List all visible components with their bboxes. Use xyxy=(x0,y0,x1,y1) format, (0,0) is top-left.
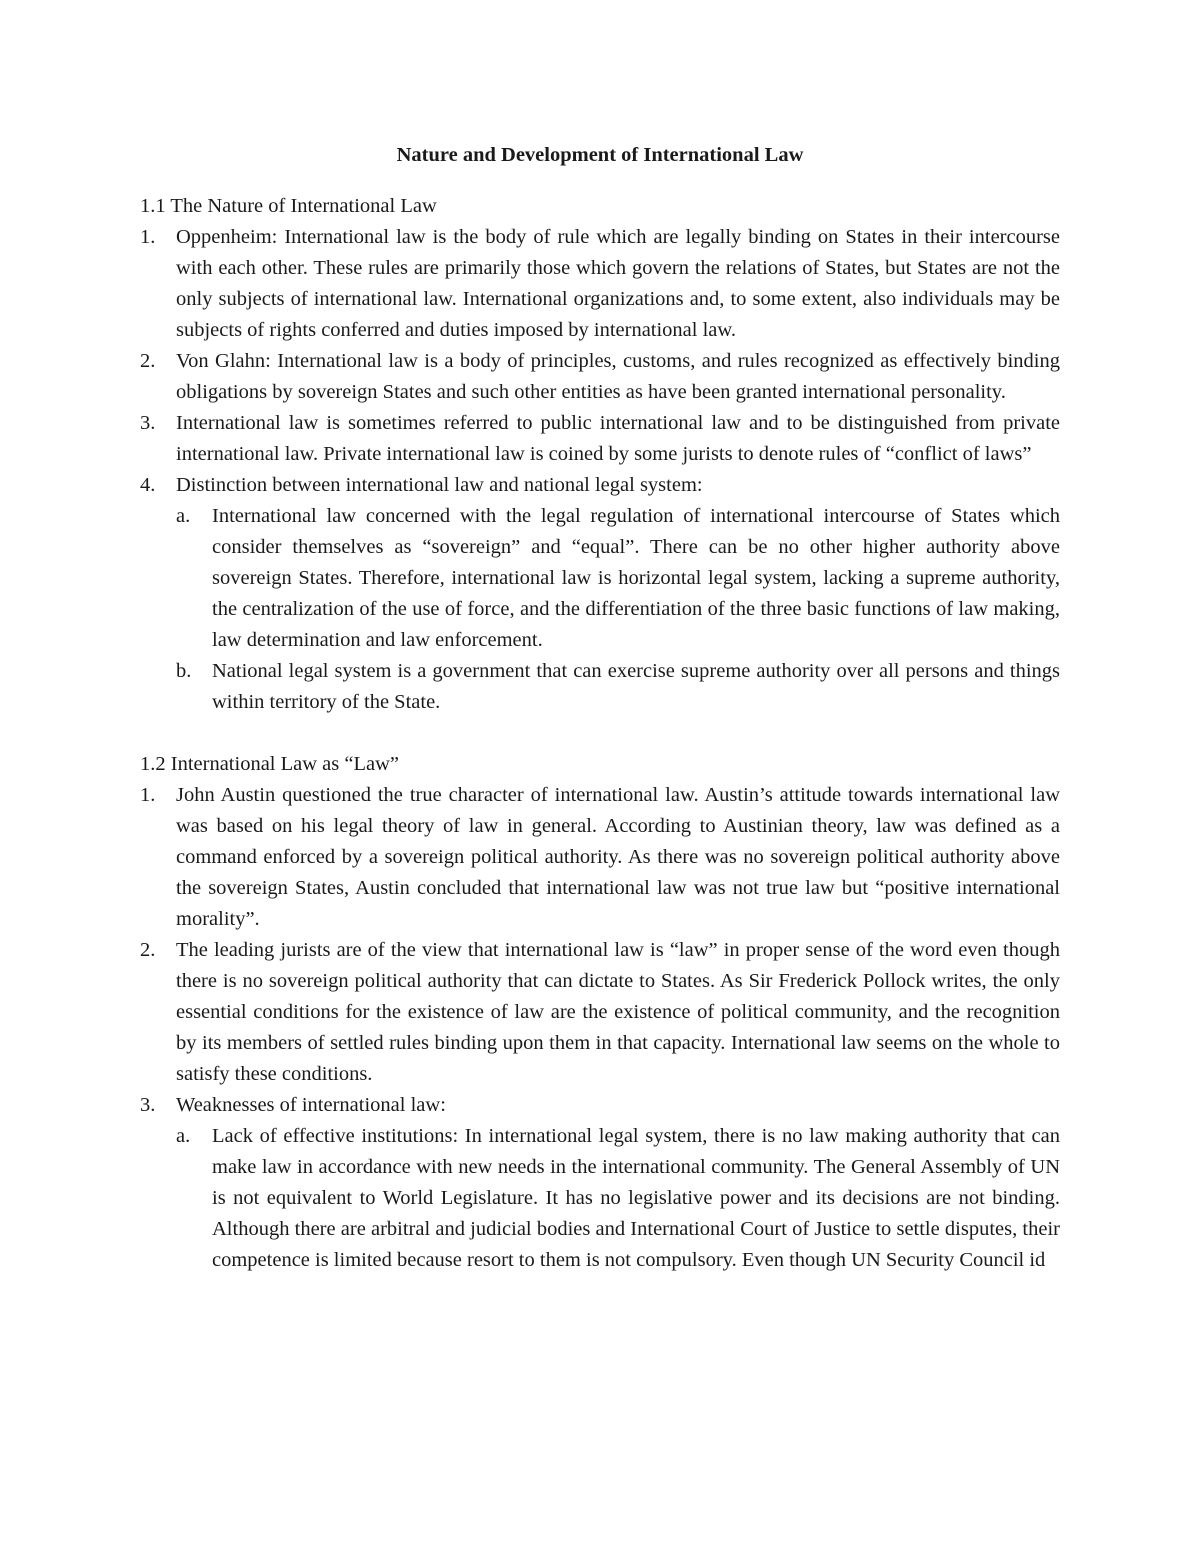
list-item-text: Weaknesses of international law: xyxy=(176,1094,446,1116)
list-item-text: Von Glahn: International law is a body of principles, customs, and rules recognized as effectively binding obligations by sovereign States and such other entities as have been granted international personality. xyxy=(176,350,1060,403)
list-item xyxy=(140,780,1060,935)
list-marker: 2. xyxy=(140,350,156,372)
list-marker: 2. xyxy=(140,939,156,961)
sub-list-marker: a. xyxy=(176,505,191,527)
sub-list-item-text: National legal system is a government that can exercise supreme authority over all persons and things within territory of the State. xyxy=(212,660,1060,713)
list-item xyxy=(140,346,1060,408)
list-marker: 3. xyxy=(140,1094,156,1116)
lettered-list xyxy=(176,1121,1060,1276)
list-item xyxy=(140,470,1060,718)
section-heading: 1.1 The Nature of International Law xyxy=(140,195,437,217)
sub-list-item-text: Lack of effective institutions: In international legal system, there is no law making authority that can make law in accordance with new needs in the international community. The General Assembly of UN is not equivalent to World Legislature. It has no legislative power and its decisions are not binding. Although there are arbitral and judicial bodies and International Court of Justice to settle disputes, their competence is limited because resort to them is not compulsory. Even though UN Security Council id xyxy=(212,1125,1060,1271)
list-marker: 1. xyxy=(140,226,156,248)
section-spacer xyxy=(140,718,1060,749)
list-item-text: Oppenheim: International law is the body of rule which are legally binding on States in their intercourse with each other. These rules are primarily those which govern the relations of States, but States are not the only subjects of international law. International organizations and, to some extent, also individuals may be subjects of rights conferred and duties imposed by international law. xyxy=(176,226,1060,341)
list-item-text: Distinction between international law and national legal system: xyxy=(176,474,703,496)
document-page xyxy=(140,140,1060,1276)
list-item xyxy=(140,935,1060,1090)
list-item-text: International law is sometimes referred to public international law and to be distinguished from private international law. Private international law is coined by some jurists to denote rules of “conflict of laws” xyxy=(176,412,1060,465)
list-item-text: John Austin questioned the true character of international law. Austin’s attitude towards international law was based on his legal theory of law in general. According to Austinian theory, law was defined as a command enforced by a sovereign political authority. As there was no sovereign political authority above the sovereign States, Austin concluded that international law was not true law but “positive international morality”. xyxy=(176,784,1060,930)
list-item xyxy=(140,222,1060,346)
list-item xyxy=(140,408,1060,470)
section-nature xyxy=(140,191,1060,718)
sub-list-item xyxy=(176,1121,1060,1276)
list-marker: 1. xyxy=(140,784,156,806)
sub-list-item xyxy=(176,501,1060,656)
lettered-list xyxy=(176,501,1060,718)
document-title: Nature and Development of International Law xyxy=(396,144,804,166)
sub-list-marker: a. xyxy=(176,1125,191,1147)
section-heading: 1.2 International Law as “Law” xyxy=(140,753,399,775)
list-marker: 3. xyxy=(140,412,156,434)
list-item-text: The leading jurists are of the view that international law is “law” in proper sense of the word even though there is no sovereign political authority that can dictate to States. As Sir Frederick Pollock writes, the only essential conditions for the existence of law are the existence of political community, and the recognition by its members of settled rules binding upon them in that capacity. International law seems on the whole to satisfy these conditions. xyxy=(176,939,1060,1085)
list-marker: 4. xyxy=(140,474,156,496)
sub-list-marker: b. xyxy=(176,660,192,682)
sub-list-item xyxy=(176,656,1060,718)
sub-list-item-text: International law concerned with the legal regulation of international intercourse of States which consider themselves as “sovereign” and “equal”. There can be no other higher authority above sovereign States. Therefore, international law is horizontal legal system, lacking a supreme authority, the centralization of the use of force, and the differentiation of the three basic functions of law making, law determination and law enforcement. xyxy=(212,505,1060,651)
numbered-list xyxy=(140,222,1060,718)
list-item xyxy=(140,1090,1060,1276)
section-law xyxy=(140,749,1060,1276)
numbered-list xyxy=(140,780,1060,1276)
